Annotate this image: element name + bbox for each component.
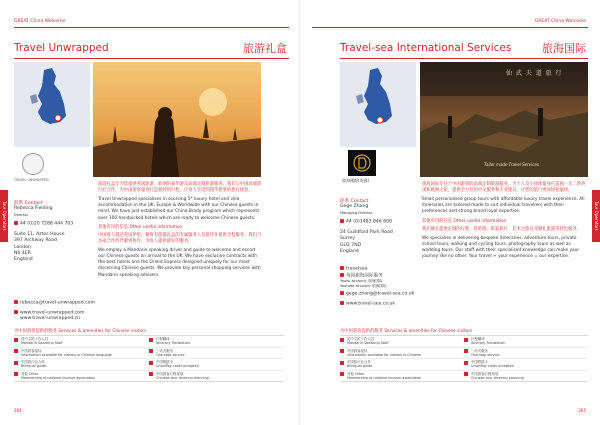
weibo-icon (340, 266, 344, 270)
weibo[interactable]: travelsea (340, 266, 420, 273)
description-cn: 旅海国际专注于中国游客的高端定制旅游服务，为个人及小团体量身打造独一无二的英国和欧洲之旅，提供全方位的中文服务和专业建议，让您的旅行更加轻松愉快。 (422, 182, 586, 193)
title-rule (14, 58, 289, 59)
phone (340, 219, 416, 226)
address-line-2: 397 Archway Road (14, 238, 57, 244)
email-icon (340, 291, 344, 295)
email[interactable] (14, 300, 104, 307)
uk-map-icon (340, 62, 416, 147)
youku-account: Youku account: 旅海国际 (340, 279, 383, 284)
services-row: 中国游客接待 Information available for visitors in Chinese 一站式服务 One stop service (340, 347, 588, 359)
title-rule (340, 58, 588, 59)
side-tab: Tour Operators (0, 190, 8, 242)
services-row: 其他 Other Membership of national tourism association 中国游客行程规划 Chinese tour itinerary planning (14, 370, 284, 382)
address-line-4: N6 4ER (14, 250, 31, 256)
page-header: GREAT China Welcome (534, 19, 586, 24)
services-label: 为中国游客提供的服务 Services & amenities for Chinese visitors (340, 329, 473, 334)
check-icon (340, 361, 344, 365)
hero-photo (420, 62, 588, 177)
check-icon (340, 338, 344, 342)
address-line-5: England (14, 256, 33, 262)
check-icon (149, 361, 153, 365)
description-block (98, 182, 263, 279)
address-line-4: England (340, 248, 359, 254)
services-label: 为中国游客提供的服务 Services & amenities for Chinese visitors (14, 329, 147, 334)
travel-photo-icon (420, 62, 588, 177)
other-info-cn: 我们擅长提供定制的行程、冒险游、私家旅行、艺术之旅以及婚礼旅游等特色服务。 (422, 226, 581, 232)
header-rule (312, 27, 588, 28)
check-icon (464, 349, 468, 353)
photo-caption: Tailor made Travel Services (484, 162, 539, 167)
services-row: 中国旅行社合作 Bilingual guide 中国银联卡 UnionPay cards accepted (340, 358, 588, 370)
page-number: 264 (14, 408, 22, 413)
check-icon (149, 349, 153, 353)
services-row: 说中文的工作人员 Mandarin Speaking Staff 行程翻译 Itinerary Translation (340, 336, 588, 347)
address-line-2: Surrey (340, 236, 355, 242)
check-icon (340, 349, 344, 353)
services-table (340, 335, 588, 382)
youtube-account: Youtube account: 旅海国际 (340, 284, 387, 289)
page-title-cn: 旅海国际 (542, 42, 586, 55)
email-address[interactable]: rebecca@travel-unwrapped.com (20, 300, 95, 306)
description-cn: 旅游礼盒专为您提供英国旅游、欧洲的豪华游及高端定制旅游服务。我们与中国高端旅行社合作，为中国游客量身打造独特的行程，让客人享受到超乎想象的旅行体验。 (98, 182, 262, 193)
social-block (340, 266, 420, 308)
check-icon (14, 349, 18, 353)
website-link-2[interactable]: www.travel-unwrapped.cn (20, 316, 81, 322)
logo-emblem-icon (348, 150, 376, 176)
contact-label: 联系 Contact (14, 201, 43, 206)
website-link-1[interactable]: www.travel-unwrapped.com (20, 310, 85, 316)
other-info-en: We specialise in delivering bespoke itineraries, adventure tours, private school tours, walking and cycling tours, photography tours as well as wedding tours. Our staff with their specialised knowledge can make your journey like no other. Your travel + your experience = our expertise. (422, 235, 580, 260)
check-icon (464, 338, 468, 342)
check-icon (14, 372, 18, 376)
check-icon (149, 372, 153, 376)
email[interactable] (340, 291, 420, 298)
description-en: Travel Unwrapped specialises in sourcing 5* luxury hotel and villa accommodation in the UK, Europe & Worldwide with our Chinese guests in mind. We have just established our China Brady program which represents over 100 handpicked hotels which are ready to welcome Chinese guests. (98, 197, 260, 221)
phone-icon (14, 221, 18, 225)
services-row: 其他 Other Membership of national tourism association 中国游客行程规划 Chinese tour itinerary planning (340, 370, 588, 382)
temple-photo-icon (93, 62, 261, 177)
phone (14, 221, 89, 228)
other-info-en: We employ a Mandarin speaking driver and guide to welcome and escort our Chinese guests on arrival to the UK. We have exclusive contracts with the best hotels and the Orient Express designed uniquely for our most discerning Chinese guests. We provide key personal shopping services with Mandarin speaking advisers. (98, 247, 261, 278)
contact-name: Rebecca Fielding (14, 206, 53, 211)
company-logo (22, 153, 44, 175)
address-line-1: 24 Guildford Park Road (340, 230, 393, 236)
page-number: 265 (578, 408, 586, 413)
description-en: Small personalised group tours with affordable luxury travel experience. All itineraries are tailored-made to suit individual travellers with their preferences and strong brand loyal expertise. (422, 197, 585, 215)
check-icon (14, 361, 18, 365)
contact-label: 联系 Contact (340, 199, 369, 204)
other-info-label: 其他有用的信息 Other useful information (98, 224, 183, 230)
other-info-label: 其他有用的信息 Other useful information (422, 218, 507, 224)
online-block (14, 300, 104, 323)
company-logo (348, 150, 376, 176)
page-header: GREAT China Welcome (14, 19, 66, 24)
globe-icon (340, 301, 344, 305)
email-icon (14, 300, 18, 304)
check-icon (14, 338, 18, 342)
contact-block (340, 198, 416, 255)
website[interactable] (340, 301, 420, 308)
side-tab: Tour Operators (592, 190, 600, 242)
page-title: Travel Unwrapped (14, 42, 109, 54)
phone-number: 44 (0)1483 846 600 (346, 219, 392, 225)
wechat-icon (340, 273, 344, 277)
page-title: Travel-sea International Services (340, 42, 512, 54)
page-title-cn: 旅游礼盒 (243, 42, 287, 55)
header-rule (14, 27, 289, 28)
services-row: 中国游客接待 Information available for visitors in Chinese language 一站式服务 One stop service (14, 347, 284, 359)
logo-text: 旅海國際(英國) (342, 178, 370, 183)
contact-role: Managing Director (340, 211, 373, 216)
services-row: 说中文的工作人员 Mandarin Speaking Staff 行程翻译 Itinerary Translation (14, 336, 284, 347)
address-line-1: Suite 11, Aztec House (14, 232, 65, 238)
address-line-3: London (14, 244, 31, 250)
uk-map (340, 62, 416, 147)
check-icon (340, 372, 344, 376)
check-icon (464, 372, 468, 376)
check-icon (149, 338, 153, 342)
globe-icon (14, 310, 18, 314)
contact-block (14, 200, 89, 263)
photo-calligraphy: 仙 武 夫 道 旅 行 (506, 70, 563, 77)
email-address[interactable]: gege.zhang@travel-sea.co.uk (346, 291, 415, 297)
logo-text: TRAVEL UNWRAPPED (14, 178, 49, 182)
description-block (422, 182, 586, 260)
check-icon (464, 361, 468, 365)
uk-map-icon (14, 62, 90, 147)
contact-role: Director (14, 213, 29, 218)
right-page (300, 0, 600, 425)
uk-map (14, 62, 90, 147)
phone-icon (340, 219, 344, 223)
other-info-cn: 中国客人抵达英国伊始，便将有旅游礼盒的专属服务人员接待并提供全程服务。我们与多家合作伙伴紧密协作，为客人提供最好的服务。 (98, 232, 262, 244)
wechat[interactable]: 英国旅海国际服务 (340, 273, 420, 280)
services-row: 中国旅行社合作 Bilingual guide 中国银联卡 UnionPay cards accepted (14, 358, 284, 370)
hero-photo (93, 62, 261, 177)
contact-name: Gege Zhang (340, 204, 369, 209)
phone-number: 44 (0)20 7288 444 703 (20, 221, 74, 227)
website-link-1[interactable]: www.travel-sea.co.uk (346, 301, 396, 307)
services-table (14, 335, 284, 382)
address-line-3: GU2 7ND (340, 242, 362, 248)
